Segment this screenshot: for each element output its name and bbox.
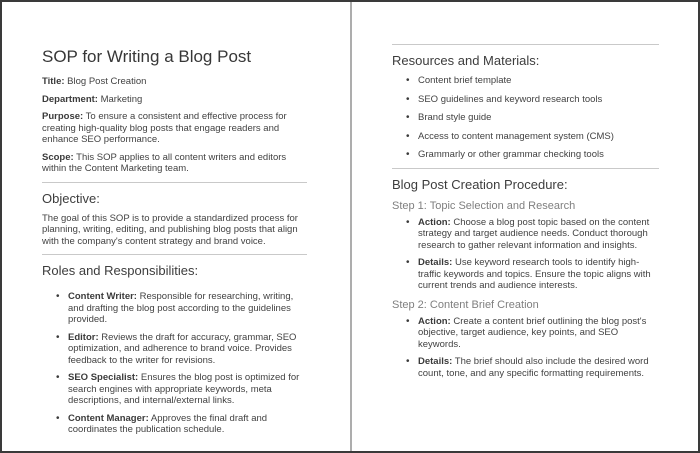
list-item-brand-style-guide: • Brand style guide <box>392 112 659 124</box>
step-item-label: Details: <box>418 356 453 367</box>
list-item-seo-guidelines: • SEO guidelines and keyword research tools <box>392 94 659 106</box>
list-item-content-manager <box>42 413 307 436</box>
procedure-heading: Blog Post Creation Procedure: <box>392 176 568 192</box>
objective-body: The goal of this SOP is to provide a standardized process for planning, writing, editing, and publishing blog posts that align with the company's content strategy and brand voice. <box>42 212 298 247</box>
section-divider <box>42 182 307 183</box>
roles-heading: Roles and Responsibilities: <box>42 263 199 278</box>
step-item-label: Details: <box>418 257 453 268</box>
roles-list <box>42 291 307 436</box>
section-divider <box>392 44 659 45</box>
step-item-text: Choose a blog post topic based on the content strategy and target audience needs. Conduct thorough research to gather relevant information and insights. <box>418 216 650 251</box>
list-item-step1-details <box>392 257 659 292</box>
list-item-step2-action <box>392 316 659 351</box>
list-item-step1-action <box>392 217 659 252</box>
step-item-label: Action: <box>418 216 451 228</box>
document-page-left <box>2 2 352 451</box>
list-item-editor <box>42 332 307 367</box>
list-item-cms-access: • Access to content management system (CMS) <box>392 131 659 143</box>
step-1-list <box>392 217 659 292</box>
list-item-content-writer <box>42 291 307 326</box>
meta-department-value: Marketing <box>100 93 143 105</box>
meta-title-line <box>42 76 307 88</box>
meta-title-value: Blog Post Creation <box>67 76 147 87</box>
role-text: Ensures the blog post is optimized for search engines with appropriate keywords, meta descriptions, and internal/external links. <box>68 372 300 406</box>
section-divider <box>392 168 659 169</box>
meta-purpose-label: Purpose: <box>42 111 84 122</box>
meta-department-label: Department: <box>42 93 98 105</box>
meta-purpose-line <box>42 111 307 146</box>
step-item-text: Use keyword research tools to identify high-traffic keywords and topics. Ensure the topic aligns with current trends and audience interests. <box>418 257 651 291</box>
step-2-list <box>392 316 659 380</box>
role-label: Content Manager: <box>68 412 149 424</box>
section-divider <box>42 254 307 255</box>
meta-scope-line <box>42 152 307 175</box>
meta-title-label: Title: <box>42 76 65 87</box>
step-item-text: Create a content brief outlining the blog post's objective, target audience, key points, and SEO keywords. <box>418 315 647 350</box>
resources-heading: Resources and Materials: <box>392 53 540 68</box>
step-item-label: Action: <box>418 315 451 327</box>
step-2-heading: Step 2: Content Brief Creation <box>392 298 539 311</box>
list-item-seo-specialist <box>42 372 307 407</box>
step-1-heading: Step 1: Topic Selection and Research <box>392 199 576 212</box>
role-text: Approves the final draft and coordinates the publication schedule. <box>68 412 268 435</box>
meta-purpose-value: To ensure a consistent and effective process for creating high-quality blog posts that engage readers and enhance SEO performance. <box>42 111 287 145</box>
objective-heading: Objective: <box>42 190 100 206</box>
meta-scope-value: This SOP applies to all content writers and editors within the Content Marketing team. <box>42 151 287 174</box>
meta-department-line <box>42 94 307 106</box>
resources-list <box>392 75 659 161</box>
step-item-text: The brief should also include the desired word count, tone, and any specific formatting requirements. <box>418 356 649 379</box>
role-label: SEO Specialist: <box>68 372 139 383</box>
document-title: SOP for Writing a Blog Post <box>42 47 252 66</box>
role-text: Reviews the draft for accuracy, grammar, SEO optimization, and adherence to brand voice. Provides feedback to the writer for revisions. <box>68 331 297 366</box>
role-text: Responsible for researching, writing, and drafting the blog post according to the guidelines provided. <box>68 291 294 325</box>
meta-scope-label: Scope: <box>42 151 74 163</box>
role-label: Content Writer: <box>68 291 137 302</box>
document-page-right <box>352 2 698 451</box>
list-item-grammar-tools: • Grammarly or other grammar checking tools <box>392 149 659 161</box>
list-item-content-brief-template: • Content brief template <box>392 75 659 87</box>
list-item-step2-details <box>392 356 659 379</box>
role-label: Editor: <box>68 331 99 343</box>
